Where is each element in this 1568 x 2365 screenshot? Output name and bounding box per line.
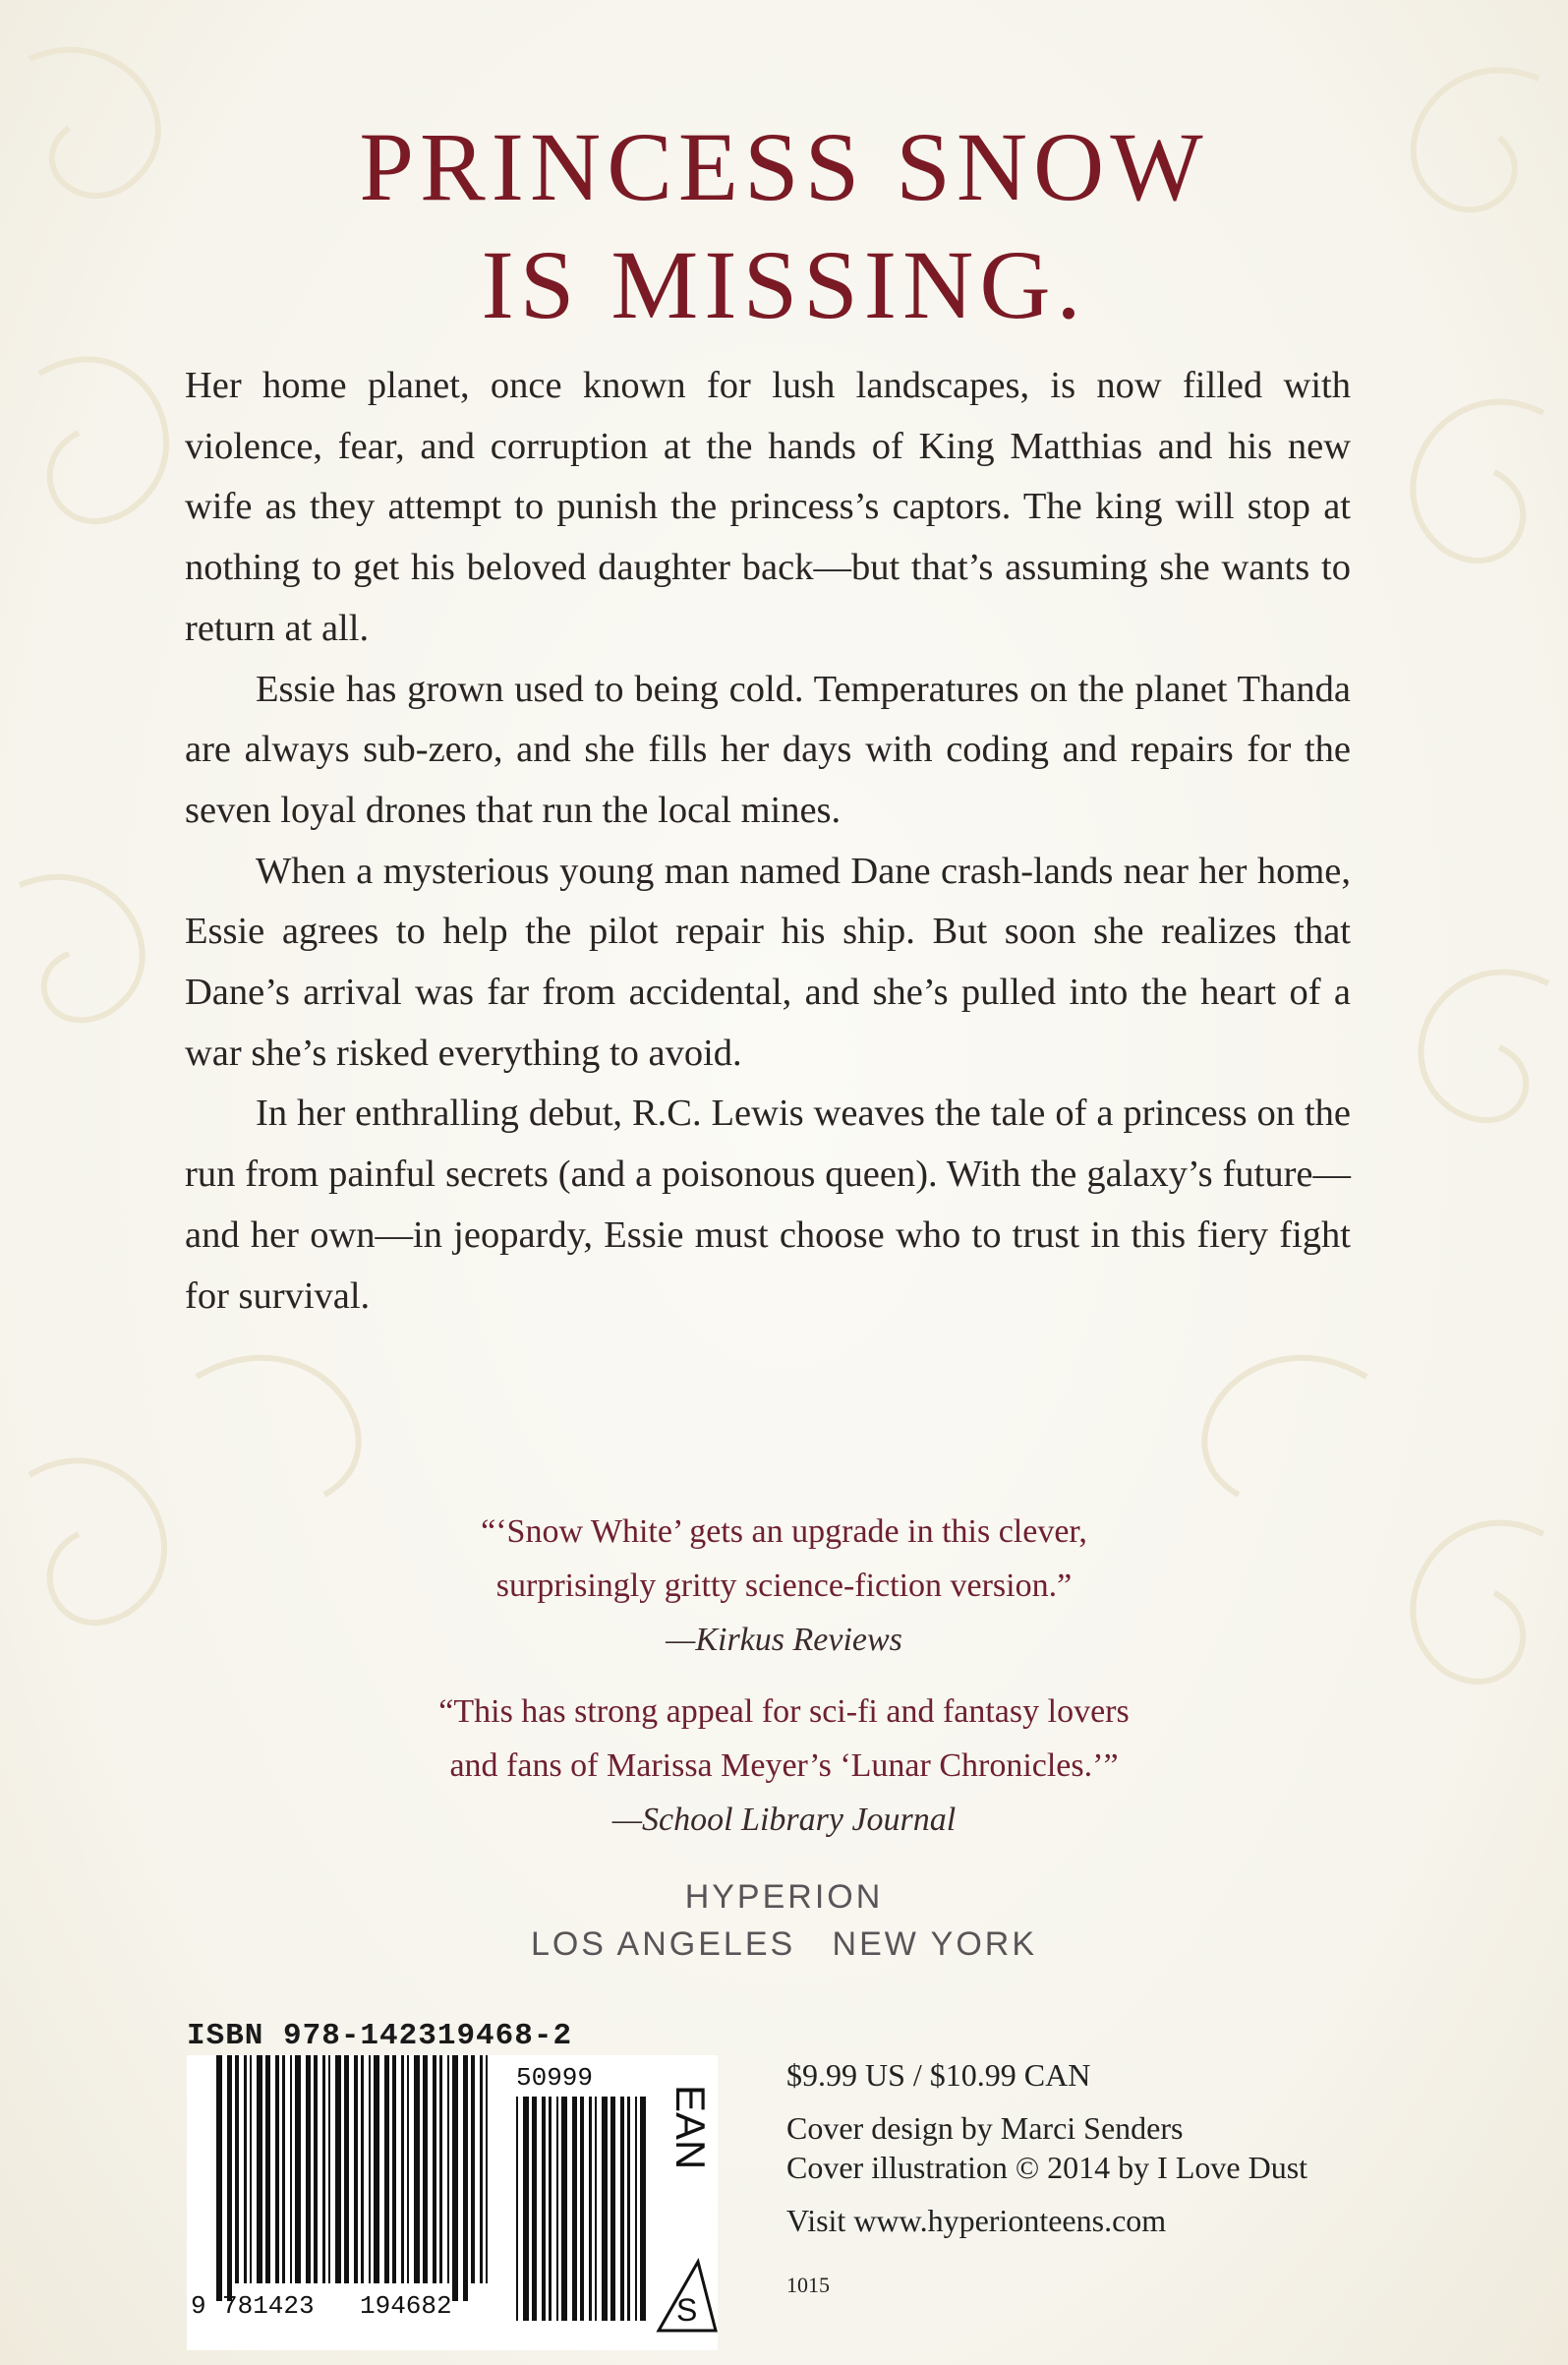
review-source: —Kirkus Reviews <box>666 1622 902 1658</box>
cover-design-credit: Cover design by Marci Senders <box>786 2110 1184 2146</box>
barcode-digits-left: 781423 <box>222 2291 315 2321</box>
barcode <box>187 2055 718 2350</box>
review-quote-line: “‘Snow White’ gets an upgrade in this clever, <box>481 1513 1087 1550</box>
synopsis-paragraph: In her enthralling debut, R.C. Lewis weaves the tale of a princess on the run from painful secrets (and a poisonous queen). With the galaxy’s future—and her own—in jeopardy, Essie must choose who to trust in this fiery fight for survival. <box>185 1093 1351 1317</box>
barcode-graphic <box>187 2055 718 2350</box>
price: $9.99 US / $10.99 CAN <box>786 2057 1091 2093</box>
website-link[interactable]: Visit www.hyperionteens.com <box>786 2203 1167 2238</box>
synopsis-paragraph: When a mysterious young man named Dane crash-lands near her home, Essie agrees to help the pilot repair his ship. But soon she realizes that Dane’s arrival was far from accidental, and she’s pulled into the heart of a war she’s risked everything to avoid. <box>185 850 1351 1074</box>
barcode-addon-digits: 50999 <box>516 2063 594 2093</box>
ean-label: EAN <box>668 2085 714 2170</box>
print-code: 1015 <box>786 2273 830 2297</box>
synopsis-paragraph: Her home planet, once known for lush landscapes, is now filled with violence, fear, and corruption at the hands of King Matthias and his new wife as they attempt to punish the princess’s captors. The king will stop at nothing to get his beloved daughter back—but that’s assuming she wants to return at all. <box>185 365 1351 649</box>
publisher-block <box>0 1873 1568 1968</box>
price-and-credits <box>786 2055 1307 2305</box>
review-quote-line: and fans of Marissa Meyer’s ‘Lunar Chronicles.’” <box>449 1747 1119 1784</box>
synopsis-paragraph: Essie has grown used to being cold. Temperatures on the planet Thanda are always sub-zero, and she fills her days with coding and repairs for the seven loyal drones that run the local mines. <box>185 668 1351 831</box>
review-quote-line: surprisingly gritty science-fiction version.” <box>495 1567 1073 1604</box>
barcode-digit-lead: 9 <box>191 2291 206 2321</box>
synopsis <box>185 356 1351 1327</box>
review-source: —School Library Journal <box>611 1802 957 1838</box>
headline-line-2: IS MISSING. <box>481 230 1087 339</box>
review-quote-line: “This has strong appeal for sci-fi and fantasy lovers <box>438 1693 1130 1730</box>
barcode-digits-right: 194682 <box>360 2291 452 2321</box>
publisher-cities: LOS ANGELES NEW YORK <box>530 1925 1038 1963</box>
review-quotes <box>295 1505 1273 1847</box>
isbn-label: ISBN 978-142319468-2 <box>187 2019 573 2053</box>
headline-line-1: PRINCESS SNOW <box>359 112 1209 221</box>
publisher-name: HYPERION <box>684 1878 884 1916</box>
s-mark: S <box>676 2292 698 2328</box>
cover-illustration-credit: Cover illustration © 2014 by I Love Dust <box>786 2150 1308 2185</box>
